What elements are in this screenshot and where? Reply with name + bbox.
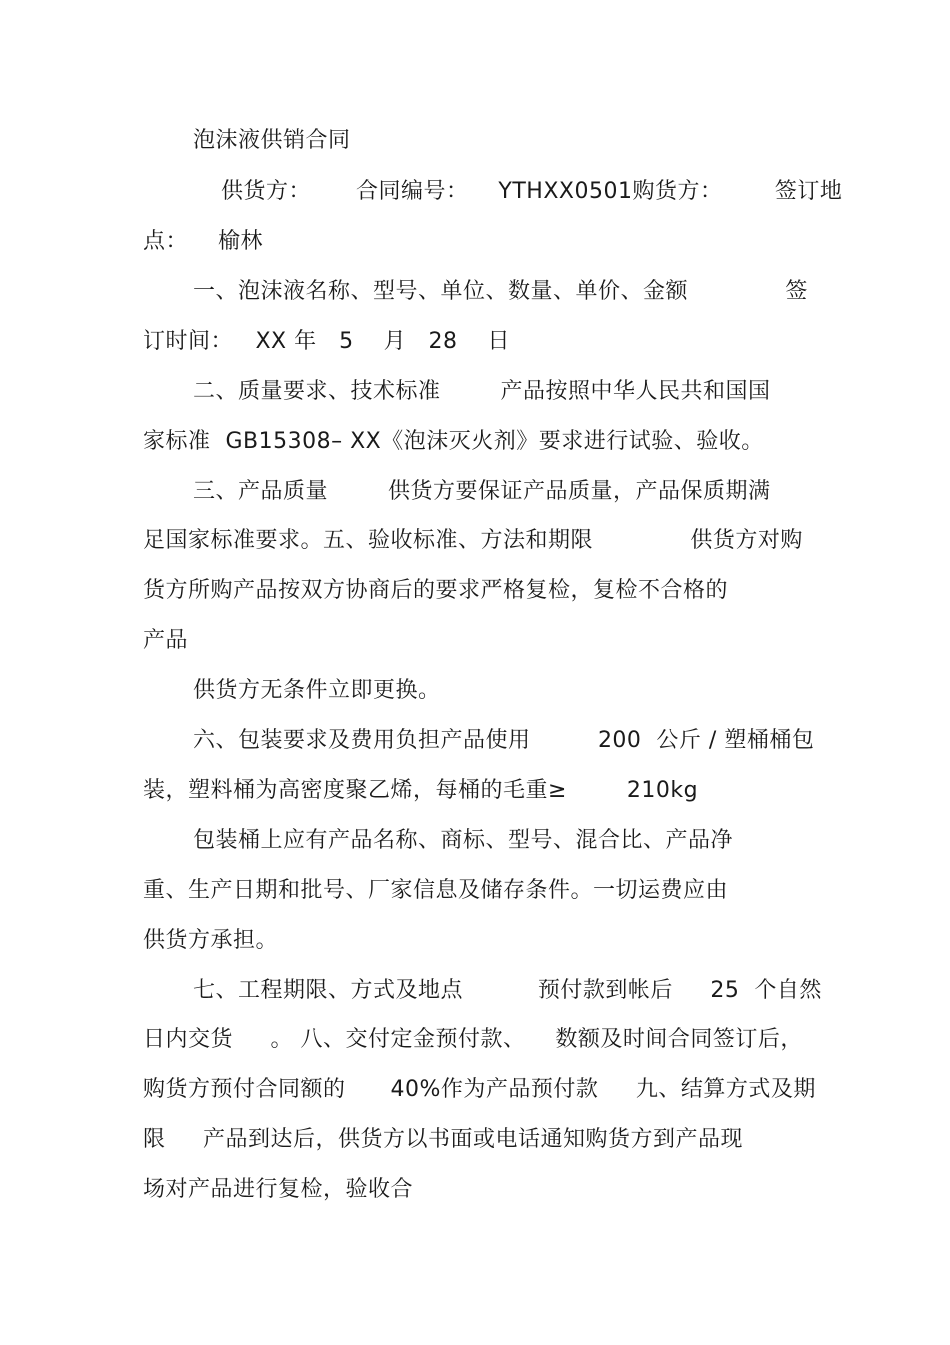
text-line: 足国家标准要求。五、验收标准、方法和期限 供货方对购 <box>143 528 803 553</box>
text-line: 三、产品质量 供货方要保证产品质量，产品保质期满 <box>193 479 771 504</box>
text-line: 日内交货 。 八、交付定金预付款、 数额及时间合同签订后， <box>143 1027 803 1052</box>
text-line: 包装桶上应有产品名称、商标、型号、混合比、产品净 <box>193 828 734 853</box>
text-line: 产品 <box>143 628 189 653</box>
text-line: 点： 榆林 <box>143 229 263 254</box>
text-line: 重、生产日期和批号、厂家信息及储存条件。一切运费应由 <box>143 878 729 903</box>
text-line: 家标准 GB15308– XX《泡沫灭火剂》要求进行试验、验收。 <box>143 429 764 454</box>
text-line: 限 产品到达后，供货方以书面或电话通知购货方到产品现 <box>143 1127 743 1152</box>
document-title: 泡沫液供销合同 <box>193 128 351 153</box>
text-line: 货方所购产品按双方协商后的要求严格复检，复检不合格的 <box>143 578 729 603</box>
text-line: 供货方无条件立即更换。 <box>193 678 441 703</box>
text-line: 供货方： 合同编号： YTHXX0501购货方： 签订地 <box>221 179 843 204</box>
text-line: 二、质量要求、技术标准 产品按照中华人民共和国国 <box>193 379 771 404</box>
text-line: 订时间： XX 年 5 月 28 日 <box>143 329 511 354</box>
text-line: 场对产品进行复检，验收合 <box>143 1177 414 1202</box>
text-line: 装，塑料桶为高密度聚乙烯，每桶的毛重≥ 210kg <box>143 778 699 803</box>
text-line: 供货方承担。 <box>143 928 279 953</box>
text-line: 一、泡沫液名称、型号、单位、数量、单价、金额 签 <box>193 279 808 304</box>
text-line: 七、工程期限、方式及地点 预付款到帐后 25 个自然 <box>193 978 822 1003</box>
text-line: 六、包装要求及费用负担产品使用 200 公斤 / 塑桶桶包 <box>193 728 815 753</box>
text-line: 购货方预付合同额的 40%作为产品预付款 九、结算方式及期 <box>143 1077 816 1102</box>
